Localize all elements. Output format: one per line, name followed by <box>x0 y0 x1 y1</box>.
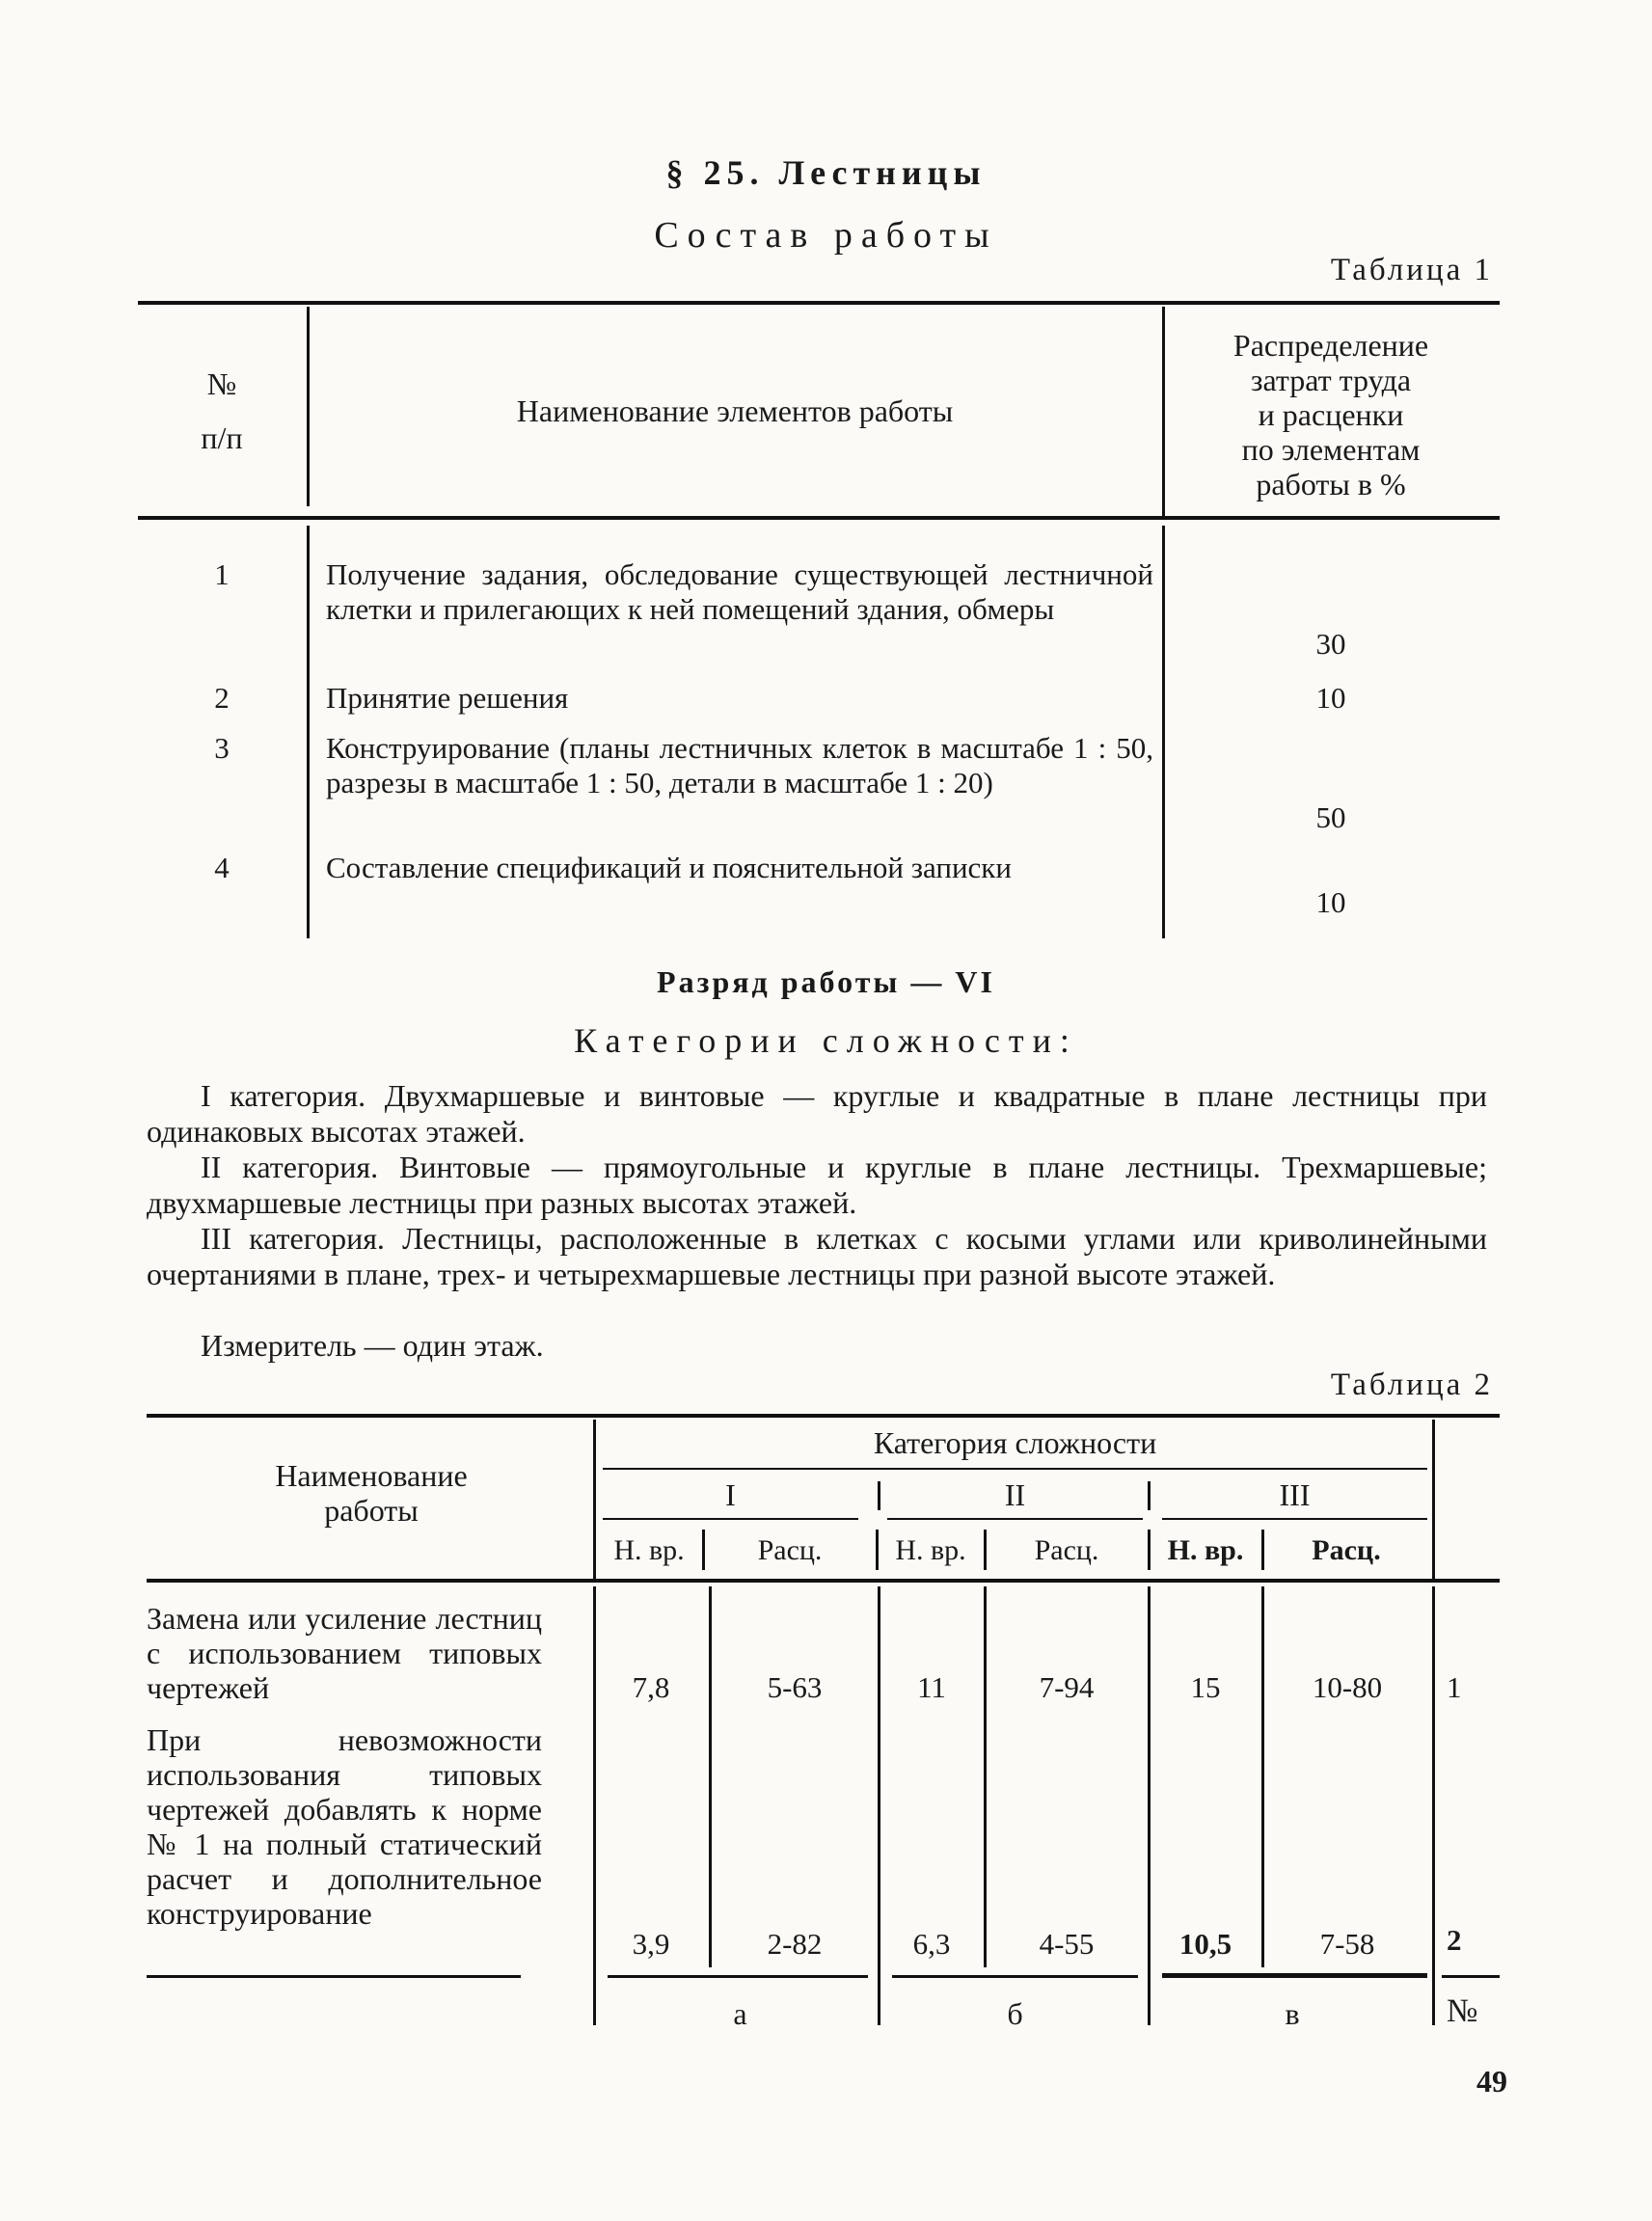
table2-value: 3,9 <box>632 1927 670 1961</box>
table2-value: 10-80 <box>1312 1670 1383 1704</box>
table2-footer-no: № <box>1447 1993 1478 2029</box>
category-2-text: II категория. Винтовые — прямоугольные и круглые в плане лестницы. Трехмаршевые; двухмаршевые лестницы при разных высотах этажей. <box>147 1150 1487 1220</box>
table1-col-no: № п/п <box>201 366 243 455</box>
work-grade: Разряд работы — VI <box>657 964 995 999</box>
table2-sub-nvr: Н. вр. <box>895 1534 966 1566</box>
table2-divider <box>1432 1420 1435 1579</box>
table2-cat-divider <box>1148 1481 1151 1510</box>
table2-value: 4-55 <box>1039 1927 1095 1961</box>
table2-row-name: При невозможности использования типовых чертежей добавлять к норме № 1 на полный статический расчет и дополнительное конструирование <box>147 1722 542 1931</box>
table2-header-rule <box>147 1579 1500 1583</box>
section-subtitle: Состав работы <box>654 215 998 256</box>
table1-header-divider <box>1162 307 1165 516</box>
table2-bottom-rule <box>147 1975 521 1978</box>
table2-divider <box>878 1586 880 2025</box>
table2-row-no: 1 <box>1447 1670 1462 1704</box>
table2-value: 10,5 <box>1178 1927 1232 1961</box>
table2-label: Таблица 2 <box>1330 1368 1493 1402</box>
table2-row-name: Замена или усиление лестниц с использованием типовых чертежей <box>147 1601 542 1705</box>
table2-footer-letter: в <box>1285 1996 1300 2031</box>
table2-cat-rule <box>1162 1518 1427 1520</box>
table1-row-value: 10 <box>1315 681 1346 715</box>
table2-value: 7-94 <box>1039 1670 1095 1704</box>
table2-divider <box>984 1586 987 1967</box>
table1-label: Таблица 1 <box>1330 253 1493 287</box>
table2-bottom-rule <box>892 1975 1138 1978</box>
table2-col-name: Наименование работы <box>275 1458 468 1528</box>
table1-row-text: Принятие решения <box>326 681 569 715</box>
table2-value: 6,3 <box>912 1927 951 1961</box>
table2-divider <box>1432 1586 1435 2025</box>
table2-value: 7-58 <box>1319 1927 1375 1961</box>
page-number: 49 <box>1476 2064 1507 2099</box>
table2-value: 7,8 <box>632 1670 670 1704</box>
table2-cat-rule <box>887 1518 1143 1520</box>
table2-group-rule <box>603 1468 1427 1470</box>
table1-row-no: 1 <box>214 557 230 591</box>
table1-row-value: 30 <box>1315 627 1346 661</box>
table2-cat-divider <box>878 1481 880 1510</box>
table2-footer-letter: б <box>1007 1996 1023 2031</box>
category-1-text: I категория. Двухмаршевые и винтовые — круглые и квадратные в плане лестницы при одинаковых высотах этажей. <box>147 1078 1487 1149</box>
table2-sub-nvr: Н. вр. <box>1167 1534 1244 1566</box>
table2-value: 11 <box>917 1670 946 1704</box>
table1-row-value: 50 <box>1315 800 1346 834</box>
table1-top-rule <box>138 301 1500 305</box>
table2-bottom-rule <box>608 1975 868 1978</box>
table2-top-rule <box>147 1414 1500 1418</box>
table2-divider <box>1261 1586 1264 1967</box>
category-3-text: III категория. Лестницы, расположенные в клетках с косыми углами или криволинейными очертаниями в плане, трех- и четырехмаршевые лестницы при разной высоте этажей. <box>147 1221 1487 1291</box>
table2-group-header: Категория сложности <box>873 1425 1157 1460</box>
table2-divider <box>709 1586 712 1967</box>
categories-title: Категории сложности: <box>574 1021 1078 1060</box>
table2-bottom-rule <box>1162 1973 1427 1978</box>
table2-value: 15 <box>1190 1670 1221 1704</box>
section-title: § 25. Лестницы <box>665 153 987 192</box>
table1-row-no: 3 <box>214 731 230 765</box>
table2-cat-header: III <box>1279 1477 1311 1512</box>
table1-row-text: Составление спецификаций и пояснительной записки <box>326 851 1012 884</box>
table2-sub-rasc: Расц. <box>1312 1534 1381 1566</box>
table1-row-text: Конструирование (планы лестничных клеток в масштабе 1 : 50, разрезы в масштабе 1 : 50, детали в масштабе 1 : 20) <box>326 731 1153 799</box>
table2-value: 5-63 <box>767 1670 823 1704</box>
table1-row-no: 4 <box>214 851 230 884</box>
table2-row-no: 2 <box>1447 1923 1462 1957</box>
table2-bottom-rule <box>1442 1975 1500 1978</box>
table1-col-share: Распределение затрат труда и расценки по элементам работы в % <box>1232 328 1429 501</box>
table1-row-value: 10 <box>1315 885 1346 919</box>
measure-text: Измеритель — один этаж. <box>201 1328 544 1363</box>
table2-value: 2-82 <box>767 1927 823 1961</box>
table1-header-rule <box>138 516 1500 520</box>
table2-cat-header: I <box>725 1477 736 1512</box>
table2-sub-rasc: Расц. <box>757 1534 823 1566</box>
table1-header-divider <box>307 307 310 506</box>
table1-col-name: Наименование элементов работы <box>516 393 954 428</box>
table1-row-text: Получение задания, обследование существующей лестничной клетки и прилегающих к ней помещений здания, обмеры <box>326 557 1153 626</box>
table2-divider <box>593 1586 596 2025</box>
table1-row-no: 2 <box>214 681 230 715</box>
table1-body-divider <box>1162 526 1165 938</box>
table2-cat-header: II <box>1004 1477 1026 1512</box>
table2-divider <box>1148 1586 1151 2025</box>
table1-body-divider <box>307 526 310 938</box>
table2-footer-letter: а <box>733 1996 747 2031</box>
table2-sub-nvr: Н. вр. <box>613 1534 685 1566</box>
table2-cat-rule <box>603 1518 858 1520</box>
table2-sub-rasc: Расц. <box>1034 1534 1099 1566</box>
